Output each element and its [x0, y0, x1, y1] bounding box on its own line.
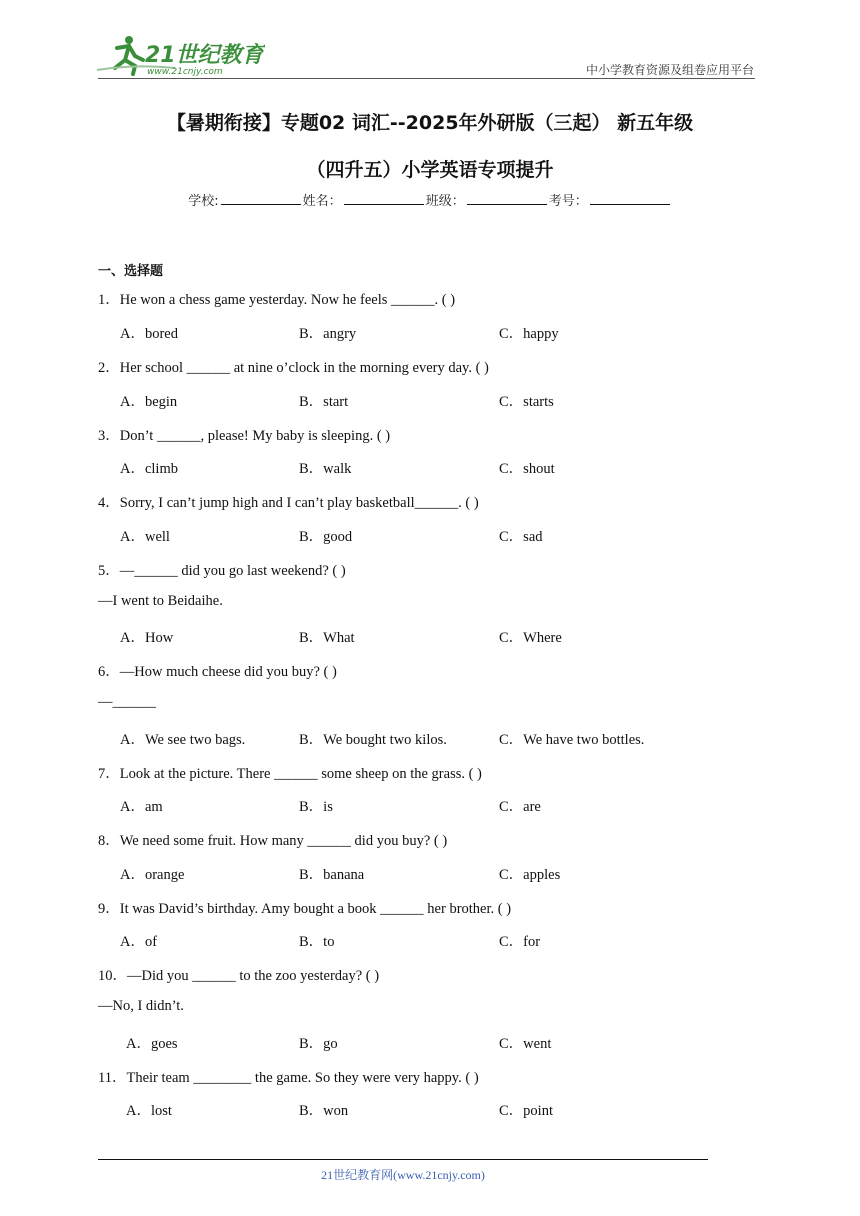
question-option[interactable]: B．walk: [299, 461, 352, 477]
question-option[interactable]: A．bored: [120, 326, 178, 342]
question-stem: 4．Sorry, I can’t jump high and I can’t play basketball______. ( ): [98, 495, 479, 511]
question-option[interactable]: A．We see two bags.: [120, 732, 246, 748]
question-stem: 6．—How much cheese did you buy? ( ): [98, 664, 337, 680]
question-option[interactable]: C．are: [499, 799, 541, 815]
question-stem: 11．Their team ________ the game. So they were very happy. ( ): [98, 1070, 479, 1086]
exam-no-label: 考号：: [548, 194, 588, 209]
question-option[interactable]: B．to: [299, 934, 335, 950]
footer-divider: [98, 1159, 708, 1160]
question-option[interactable]: B．angry: [299, 326, 357, 342]
question-dialogue-line: —No, I didn’t.: [98, 998, 184, 1014]
question-option[interactable]: A．goes: [126, 1036, 178, 1052]
logo-url: www.21cnjy.com: [147, 67, 223, 77]
question-stem: 1．He won a chess game yesterday. Now he feels ______. ( ): [98, 292, 456, 308]
logo: [95, 34, 265, 78]
question-option[interactable]: C．went: [499, 1036, 552, 1052]
exam-no-blank[interactable]: [590, 192, 670, 205]
question-dialogue-line: —______: [98, 694, 156, 710]
section-heading: 一、选择题: [98, 264, 164, 279]
question-option[interactable]: A．well: [120, 529, 170, 545]
question-stem: 7．Look at the picture. There ______ some sheep on the grass. ( ): [98, 766, 482, 782]
platform-name: 中小学教育资源及组卷应用平台: [585, 63, 754, 77]
footer-link[interactable]: 21世纪教育网(www.21cnjy.com): [321, 1168, 485, 1182]
student-info: [0, 190, 860, 209]
runner-logo-icon: [95, 34, 265, 78]
question-option[interactable]: C．shout: [499, 461, 555, 477]
question-option[interactable]: C．starts: [499, 394, 554, 410]
name-blank[interactable]: [344, 192, 424, 205]
question-option[interactable]: A．begin: [120, 394, 178, 410]
school-label: 学校:: [188, 194, 219, 209]
question-option[interactable]: B．banana: [299, 867, 365, 883]
question-stem: 2．Her school ______ at nine o’clock in the morning every day. ( ): [98, 360, 489, 376]
question-option[interactable]: C．Where: [499, 630, 562, 646]
question-option[interactable]: B．We bought two kilos.: [299, 732, 447, 748]
question-option[interactable]: C．for: [499, 934, 541, 950]
page-title-line-2: （四升五）小学英语专项提升: [306, 159, 554, 181]
header-divider: [98, 78, 755, 79]
question-option[interactable]: C．sad: [499, 529, 543, 545]
question-option[interactable]: B．start: [299, 394, 349, 410]
name-label: 姓名：: [302, 194, 342, 209]
question-option[interactable]: B．good: [299, 529, 353, 545]
question-option[interactable]: A．of: [120, 934, 158, 950]
school-blank[interactable]: [221, 192, 301, 205]
page-title-line-1: 【暑期衔接】专题02 词汇--2025年外研版（三起） 新五年级: [166, 112, 694, 134]
question-option[interactable]: A．lost: [126, 1103, 172, 1119]
question-option[interactable]: B．won: [299, 1103, 349, 1119]
question-option[interactable]: C．apples: [499, 867, 561, 883]
question-stem: 3．Don’t ______, please! My baby is sleeping. ( ): [98, 428, 391, 444]
question-stem: 9．It was David’s birthday. Amy bought a book ______ her brother. ( ): [98, 901, 512, 917]
question-stem: 10．—Did you ______ to the zoo yesterday? ( ): [98, 968, 380, 984]
question-option[interactable]: B．go: [299, 1036, 338, 1052]
question-option[interactable]: C．We have two bottles.: [499, 732, 645, 748]
question-stem: 5．—______ did you go last weekend? ( ): [98, 563, 346, 579]
question-option[interactable]: C．point: [499, 1103, 553, 1119]
class-blank[interactable]: [467, 192, 547, 205]
question-option[interactable]: B．is: [299, 799, 333, 815]
question-option[interactable]: C．happy: [499, 326, 559, 342]
page-header: [0, 0, 860, 80]
class-label: 班级：: [425, 194, 465, 209]
question-option[interactable]: A．am: [120, 799, 163, 815]
question-option[interactable]: A．climb: [120, 461, 178, 477]
question-dialogue-line: —I went to Beidaihe.: [98, 593, 223, 609]
question-option[interactable]: A．orange: [120, 867, 185, 883]
logo-text: 21世纪教育: [145, 43, 264, 68]
question-stem: 8．We need some fruit. How many ______ did you buy? ( ): [98, 833, 448, 849]
question-option[interactable]: A．How: [120, 630, 174, 646]
question-option[interactable]: B．What: [299, 630, 355, 646]
